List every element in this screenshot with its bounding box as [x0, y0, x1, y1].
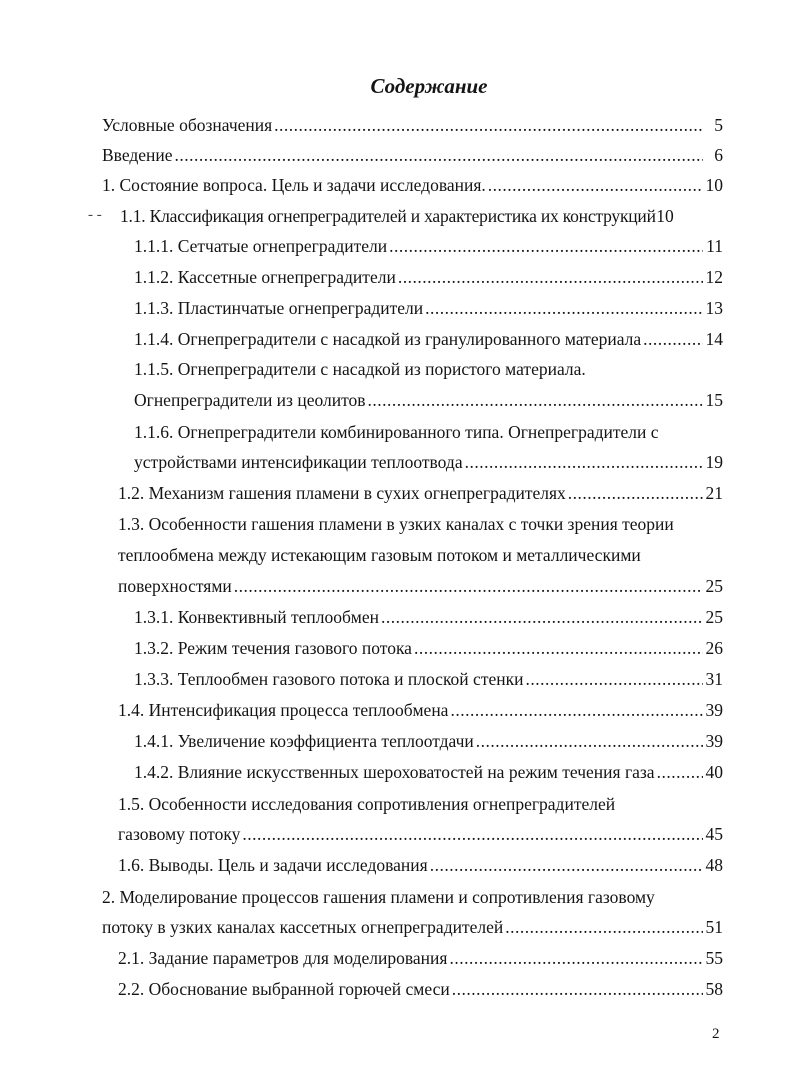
toc-leader-dots: [381, 606, 703, 628]
toc-entry-title: газовому потоку: [118, 824, 241, 844]
toc-entry: [134, 328, 723, 350]
toc-entry-page: 55: [705, 948, 723, 968]
toc-entry: [134, 668, 723, 690]
toc-entry-page: 19: [705, 452, 723, 472]
toc-leader-dots: [488, 174, 703, 196]
toc-entry-page: 51: [705, 917, 723, 937]
toc-entry-title: 1.4.2. Влияние искусственных шероховатостей на режим течения газа: [134, 762, 655, 782]
toc-entry-page: 48: [705, 855, 723, 875]
toc-leader-dots: [398, 266, 703, 288]
toc-entry-line: 1.3. Особенности гашения пламени в узких каналах с точки зрения теории: [118, 514, 674, 534]
toc-entry: [118, 575, 723, 597]
toc-entry-page: 10: [705, 175, 723, 195]
toc-entry-page: 15: [705, 390, 723, 410]
page-title: Содержание: [370, 74, 488, 98]
toc-leader-dots: [368, 389, 703, 411]
toc-entry-line: 2. Моделирование процессов гашения пламени и сопротивления газовому: [102, 887, 655, 907]
toc-entry-page: 13: [705, 298, 723, 318]
toc-leader-dots: [430, 854, 703, 876]
toc-leader-dots: [476, 730, 703, 752]
toc-entry-page: 5: [714, 115, 723, 135]
toc-entry: [134, 606, 723, 628]
toc-leader-dots: [465, 451, 703, 473]
toc-entry: [118, 978, 723, 1000]
toc-leader-dots: [242, 823, 703, 845]
toc-entry: [134, 266, 723, 288]
toc-entry: [118, 947, 723, 969]
toc-entry-line: 1.1.5. Огнепреградители с насадкой из пористого материала.: [134, 359, 586, 379]
toc-leader-dots: [450, 699, 703, 721]
toc-entry-title: 1.6. Выводы. Цель и задачи исследования: [118, 855, 428, 875]
toc-entry-title: 1.1.3. Пластинчатые огнепреградители: [134, 298, 424, 318]
toc-leader-dots: [452, 978, 703, 1000]
toc-entry-page: 14: [705, 329, 723, 349]
toc-leader-dots: [425, 297, 703, 319]
toc-entry-title: 1.2. Механизм гашения пламени в сухих огнепреградителях: [118, 483, 566, 503]
toc-entry-title: поверхностями: [118, 576, 232, 596]
page-number: 2: [712, 1026, 720, 1042]
toc-leader-dots: [505, 916, 703, 938]
toc-entry: [118, 823, 723, 845]
toc-leader-dots: [389, 235, 703, 257]
toc-leader-dots: [643, 328, 703, 350]
toc-entry: [134, 637, 723, 659]
toc-leader-dots: [657, 761, 703, 783]
toc-entry: [102, 916, 723, 938]
toc-entry-page: 10: [656, 206, 674, 226]
toc-entry-line: 1.5. Особенности исследования сопротивления огнепреградителей: [118, 794, 616, 814]
toc-entry: [118, 699, 723, 721]
toc-entry: [134, 235, 723, 257]
toc-entry: [134, 297, 723, 319]
toc-entry-page: 25: [705, 576, 723, 596]
toc-leader-dots: [525, 668, 703, 690]
toc-entry-page: 11: [706, 236, 723, 256]
toc-entry: [134, 451, 723, 473]
toc-entry: [118, 482, 723, 504]
toc-entry-title: 2.2. Обоснование выбранной горючей смеси: [118, 979, 450, 999]
toc-leader-dots: [568, 482, 703, 504]
toc-entry: [118, 854, 723, 876]
toc-entry-page: 21: [705, 483, 723, 503]
toc-entry-line: теплообмена между истекающим газовым потоком и металлическими: [118, 545, 641, 565]
toc-leader-dots: [274, 114, 703, 136]
toc-entry: [134, 761, 723, 783]
toc-entry: [102, 144, 723, 166]
toc-entry-title: Огнепреградители из цеолитов: [134, 390, 366, 410]
toc-leader-dots: [414, 637, 703, 659]
toc-entry-page: 6: [714, 145, 723, 165]
toc-entry-title: 1.3.3. Теплообмен газового потока и плоской стенки: [134, 669, 524, 689]
toc-entry-page: 39: [705, 700, 723, 720]
toc-leader-dots: [449, 947, 703, 969]
toc-entry: [134, 389, 723, 411]
toc-entry-title: 1.4. Интенсификация процесса теплообмена: [118, 700, 449, 720]
toc-entry-title: 1.3.2. Режим течения газового потока: [134, 638, 412, 658]
toc-entry-title: 1.1.4. Огнепреградители с насадкой из гранулированного материала: [134, 329, 642, 349]
toc-entry-title: 2.1. Задание параметров для моделирования: [118, 948, 448, 968]
toc-entry-title: 1.1.1. Сетчатые огнепреградители: [134, 236, 388, 256]
toc-entry-title: 1.4.1. Увеличение коэффициента теплоотдачи: [134, 731, 474, 751]
toc-entry-page: 58: [705, 979, 723, 999]
toc-entry-page: 25: [705, 607, 723, 627]
toc-entry-title: устройствами интенсификации теплоотвода: [134, 452, 463, 472]
toc-entry-page: 12: [705, 267, 723, 287]
toc-leader-dots: [175, 144, 703, 166]
toc-entry-line: 1.1.6. Огнепреградители комбинированного типа. Огнепреградители с: [134, 422, 659, 442]
toc-entry-title: Введение: [102, 145, 173, 165]
toc-entry-title: Условные обозначения: [102, 115, 273, 135]
margin-mark: - -: [88, 207, 102, 223]
toc-entry: [102, 174, 723, 196]
toc-entry-title: 1.1.2. Кассетные огнепреградители: [134, 267, 396, 287]
toc-entry-page: 45: [705, 824, 723, 844]
toc-entry-page: 39: [705, 731, 723, 751]
toc-entry: [134, 730, 723, 752]
toc-entry-title: 1.3.1. Конвективный теплообмен: [134, 607, 379, 627]
toc-entry: [120, 205, 723, 227]
toc-entry: [102, 114, 723, 136]
toc-entry-page: 31: [705, 669, 723, 689]
toc-entry-title: 1.1. Классификация огнепреградителей и характеристика их конструкций: [120, 206, 656, 226]
toc-entry-title: потоку в узких каналах кассетных огнепреградителей: [102, 917, 504, 937]
toc-entry-page: 40: [705, 762, 723, 782]
toc-leader-dots: [234, 575, 703, 597]
toc-entry-title: 1. Состояние вопроса. Цель и задачи исследования.: [102, 175, 486, 195]
toc-entry-page: 26: [705, 638, 723, 658]
